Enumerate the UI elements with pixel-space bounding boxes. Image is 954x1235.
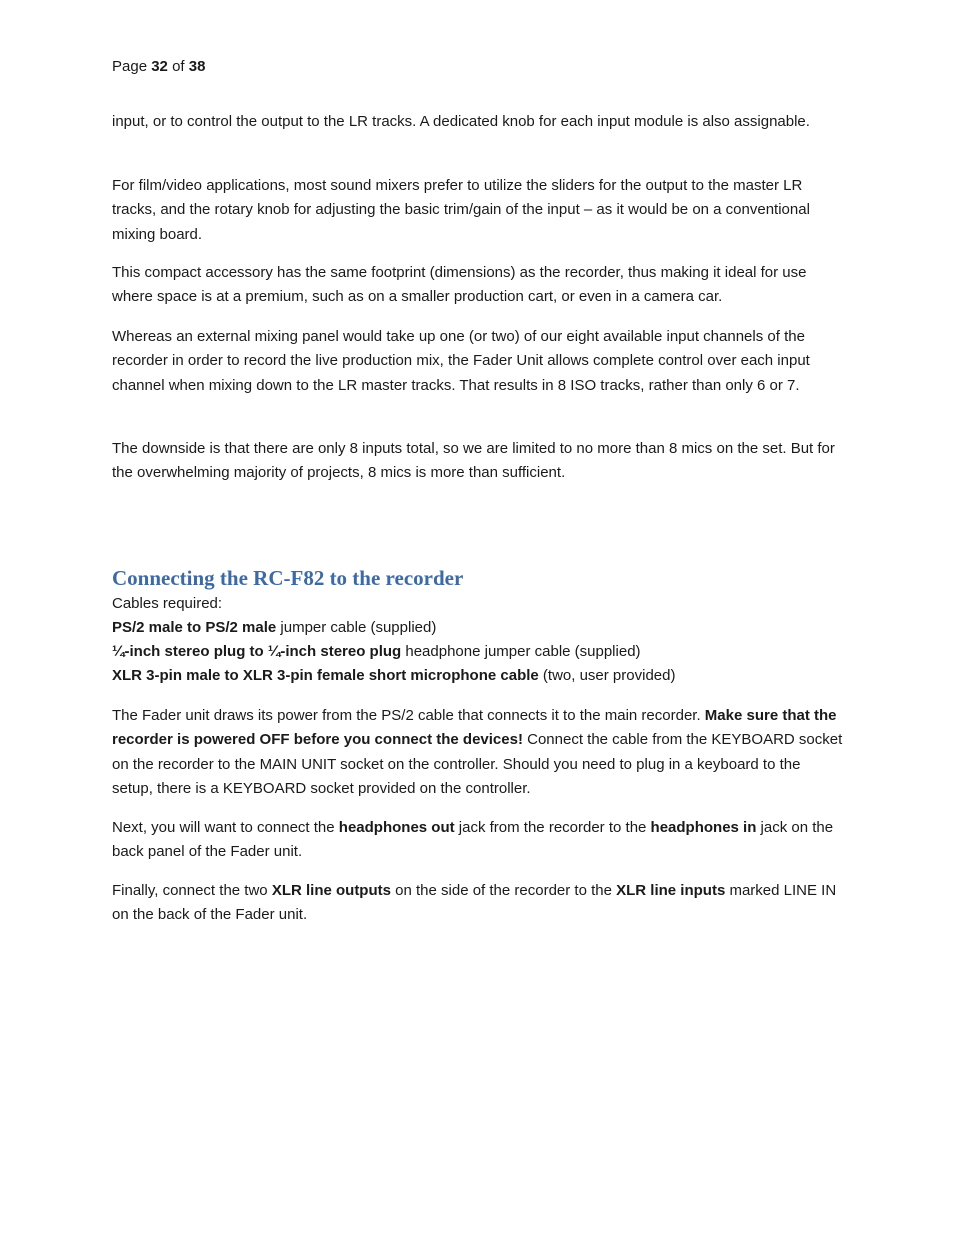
page-label: Page — [112, 58, 148, 75]
paragraph-3: This compact accessory has the same footprint (dimensions) as the recorder, thus making it ideal for use where space is at a premium, such as on a smaller production cart, or even in a camera car. — [112, 264, 807, 306]
cables-required-label: Cables required: — [112, 595, 223, 612]
paragraph-7-text-c: jack from the recorder to the — [454, 819, 651, 836]
cable-item-headphone — [112, 640, 641, 664]
cable-item-xlr-desc: (two, user provided) — [538, 667, 676, 684]
cable-item-headphone-desc: headphone jumper cable (supplied) — [401, 643, 641, 660]
section-heading: Connecting the RC-F82 to the recorder — [112, 566, 464, 590]
power-warning: Make sure that the recorder is powered OFF before you connect the devices! — [112, 707, 837, 749]
cable-item-headphone-name: ¼-inch stereo plug to ¼-inch stereo plug — [112, 643, 402, 660]
paragraph-7-text-e: jack on the back panel of the Fader unit. — [112, 819, 834, 861]
paragraph-8-text-c: on the side of the recorder to the — [390, 882, 617, 899]
page-header — [112, 56, 205, 78]
paragraph-7-text-a: Next, you will want to connect the — [112, 819, 339, 836]
cable-item-ps2-desc: jumper cable (supplied) — [276, 619, 437, 636]
paragraph-7 — [112, 816, 844, 865]
cable-item-ps2 — [112, 616, 436, 640]
paragraph-6-text-a: The Fader unit draws its power from the PS/2 cable that connects it to the main recorder. — [112, 707, 705, 724]
paragraph-6 — [112, 704, 844, 801]
cable-item-ps2-name: PS/2 male to PS/2 male — [112, 619, 277, 636]
paragraph-1: input, or to control the output to the LR tracks. A dedicated knob for each input module is also assignable. — [112, 113, 810, 130]
cable-item-xlr — [112, 664, 675, 688]
paragraph-4: Whereas an external mixing panel would take up one (or two) of our eight available input channels of the recorder in order to record the live production mix, the Fader Unit allows complete control over each input channel when mixing down to the LR master tracks. That results in 8 ISO tracks, rather than only 6 or 7. — [112, 328, 810, 394]
paragraph-6-text-c: Connect the cable from the KEYBOARD socket on the recorder to the MAIN UNIT socket on the controller. Should you need to plug in a keyboard to the setup, there is a KEYBOARD socket provided on the controller. — [112, 731, 843, 797]
paragraph-8-text-a: Finally, connect the two — [112, 882, 272, 899]
paragraph-5: The downside is that there are only 8 inputs total, so we are limited to no more than 8 mics on the set. But for the overwhelming majority of projects, 8 mics is more than sufficient. — [112, 440, 835, 482]
paragraph-2: For film/video applications, most sound mixers prefer to utilize the sliders for the output to the master LR tracks, and the rotary knob for adjusting the basic trim/gain of the input – as it would be on a conventional mixing board. — [112, 177, 810, 243]
page-of-label: of — [172, 58, 185, 75]
cable-item-xlr-name: XLR 3-pin male to XLR 3-pin female short microphone cable — [112, 667, 539, 684]
xlr-line-inputs-term: XLR line inputs — [616, 882, 726, 899]
total-pages-number: 38 — [188, 58, 206, 75]
headphones-out-term: headphones out — [338, 819, 455, 836]
xlr-line-outputs-term: XLR line outputs — [271, 882, 391, 899]
paragraph-8-text-e: marked LINE IN on the back of the Fader unit. — [112, 882, 837, 924]
paragraph-8 — [112, 879, 844, 928]
headphones-in-term: headphones in — [650, 819, 757, 836]
current-page-number: 32 — [151, 58, 168, 75]
